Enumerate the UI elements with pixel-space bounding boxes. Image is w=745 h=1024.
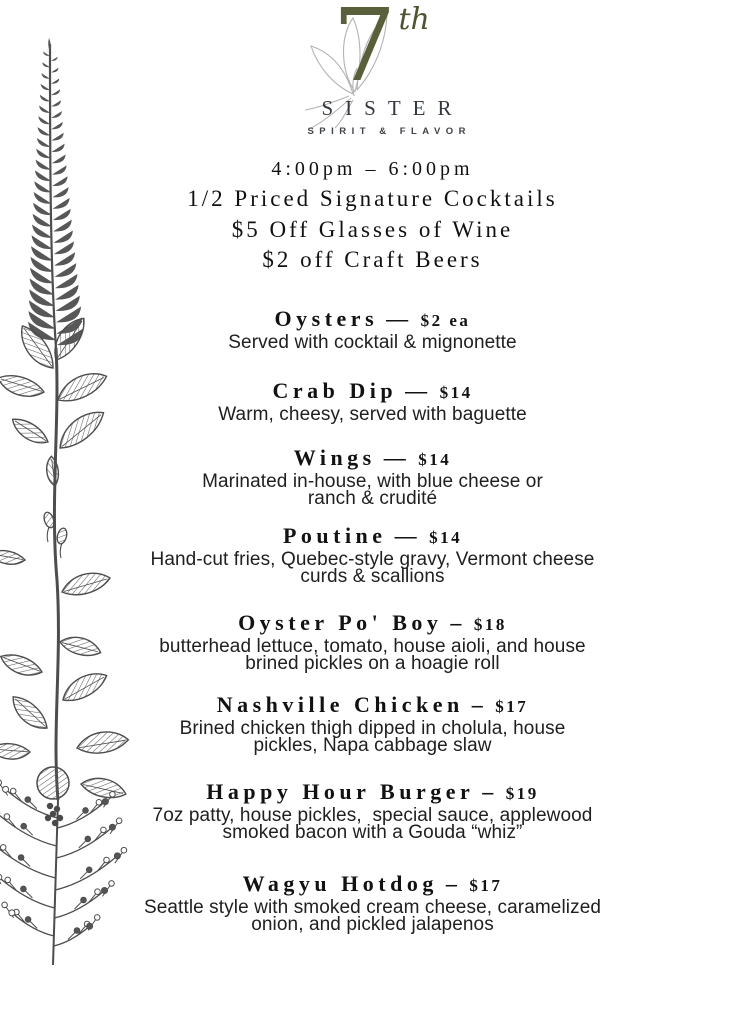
menu-item-dash: — [405,377,432,403]
menu-item-description-line: onion, and pickled jalapenos [251,913,494,935]
menu-item-dash: — [394,522,422,548]
menu-item-price: $17 [469,875,503,895]
menu-item-name: Crab Dip [272,377,398,403]
menu-item-description-line: butterhead lettuce, tomato, house aioli, and house [159,635,586,657]
brand-name: SISTER [321,96,464,120]
brand-logo [0,0,745,137]
menu-item-name: Poutine [282,522,387,548]
menu-item-description-line: ranch & crudité [307,487,438,509]
happy-hour-promo: $2 off Craft Beers [262,247,483,272]
menu-item-price: $2 ea [420,310,471,330]
menu-item-price: $17 [495,696,529,716]
menu-item-description-line: 7oz patty, house pickles, special sauce, applewood [152,804,593,826]
happy-hour-promo: $5 Off Glasses of Wine [231,216,514,242]
menu-item-dash: – [450,609,466,635]
menu-item-name: Wings [293,444,376,470]
menu-item-name: Oyster Po' Boy [238,609,443,635]
menu-item-price: $14 [418,449,452,469]
menu-item-price: $19 [505,783,539,803]
menu-item-description-line: Served with cocktail & mignonette [228,331,517,353]
menu-item-name: Wagyu Hotdog [242,870,438,896]
menu-item-description-line: Warm, cheesy, served with baguette [218,403,527,425]
logo-number-superscript: th [398,2,430,37]
menu-item-name: Nashville Chicken [216,691,464,717]
menu-item-description-line: smoked bacon with a Gouda “whiz” [222,821,523,843]
logo-mark [297,0,477,104]
menu-item-description-line: Hand-cut fries, Quebec-style gravy, Vermont cheese [150,548,595,570]
menu-item-description-line: Marinated in-house, with blue cheese or [202,470,543,492]
menu-item-dash: — [386,305,413,331]
menu-item-name: Oysters [274,305,379,331]
logo-number: 7 [332,0,397,104]
happy-hour-promo: 1/2 Priced Signature Cocktails [187,186,558,211]
botanical-illustration-icon [0,0,160,1024]
menu-item-price: $18 [473,614,507,634]
menu-item-price: $14 [429,527,463,547]
menu-item-description-line: brined pickles on a hoagie roll [245,652,500,674]
menu-item-name: Happy Hour Burger [206,778,475,804]
menu-item-description-line: Seattle style with smoked cream cheese, caramelized [143,896,602,918]
brand-tagline: SPIRIT & FLAVOR [307,126,472,137]
menu-item-dash: – [445,870,462,896]
happy-hour-hours: 4:00pm – 6:00pm [271,158,474,180]
menu-item-dash: – [471,691,488,717]
menu-item-dash: — [383,444,411,470]
menu-item-price: $14 [439,382,473,402]
menu-item-description-line: curds & scallions [300,565,445,587]
menu-item-description-line: pickles, Napa cabbage slaw [253,734,492,756]
menu-item-dash: – [482,778,498,804]
menu-item-description-line: Brined chicken thigh dipped in cholula, house [179,717,566,739]
